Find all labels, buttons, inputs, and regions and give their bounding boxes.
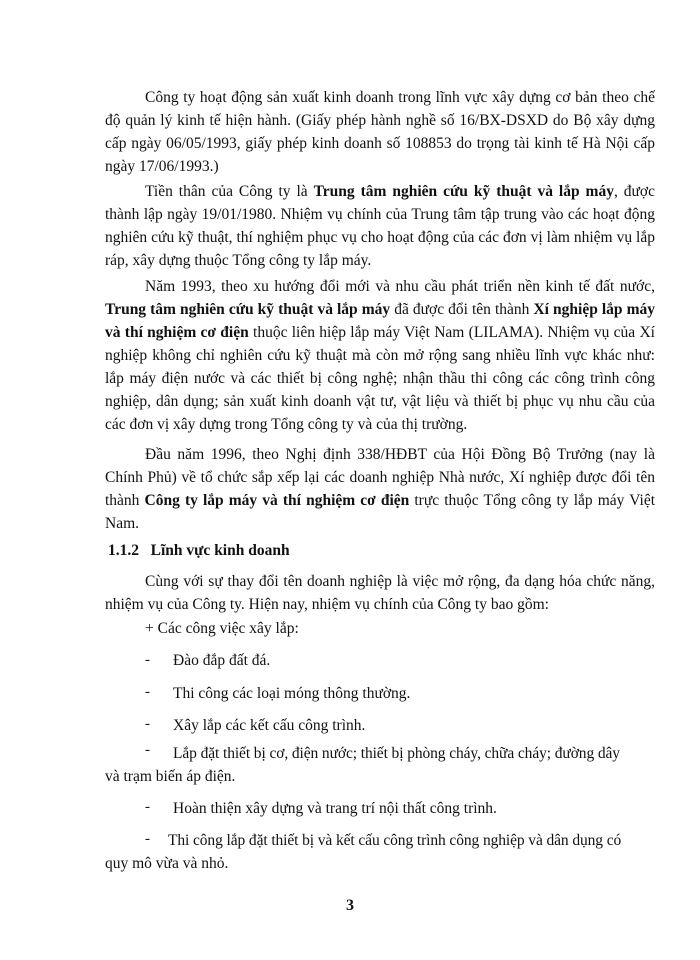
- list-item: Thi công lắp đặt thiết bị và kết cấu công trình công nghiệp và dân dụng có: [168, 832, 622, 849]
- paragraph-intro: Cùng với sự thay đổi tên doanh nghiệp là việc mở rộng, đa dạng hóa chức năng, nhiệm vụ của Công ty. Hiện nay, nhiệm vụ chính của Công ty bao gồm:: [105, 573, 655, 613]
- list-item: Hoàn thiện xây dựng và trang trí nội thất công trình.: [173, 800, 497, 817]
- text-run: Tiền thân của Công ty là: [145, 183, 314, 200]
- bullet-dash: -: [145, 684, 150, 700]
- list-item-continuation: quy mô vừa và nhỏ.: [105, 855, 229, 872]
- bullet-dash: -: [145, 831, 150, 847]
- paragraph-history: [105, 180, 655, 272]
- list-item: Thi công các loại móng thông thường.: [173, 685, 411, 702]
- list-item: Lắp đặt thiết bị cơ, điện nước; thiết bị phòng cháy, chữa cháy; đường dây: [173, 745, 620, 762]
- paragraph-1996: [105, 443, 655, 535]
- bullet-dash: -: [145, 716, 150, 732]
- list-item-continuation: và trạm biến áp điện.: [105, 768, 236, 785]
- section-number: 1.1.2: [108, 542, 139, 559]
- text-run: trực thuộc Tổng công ty lắp máy Việt Nam.: [105, 492, 656, 532]
- text-run: thuộc liên hiệp lắp máy Việt Nam (LILAMA). Nhiệm vụ của Xí nghiệp không chỉ nghiên cứu kỹ thuật mà còn mở rộng sang nhiều lĩnh vực khác như: lắp máy điện nước và các thiết bị công nghệ; nhận thầu thi công các công trình công nghiệp, dân dụng; sản xuất kinh doanh vật tư, vật liệu và thiết bị phục vụ nhu cầu của các đơn vị xây dựng trong Tổng công ty và của thị trường.: [105, 324, 655, 433]
- text-run: Năm 1993, theo xu hướng đổi mới và nhu cầu phát triển nền kinh tế đất nước,: [145, 278, 655, 295]
- list-item: Xây lắp các kết cấu công trình.: [173, 717, 366, 734]
- list-heading: + Các công việc xây lắp:: [145, 620, 299, 637]
- text-run: đã được đổi tên thành: [390, 301, 534, 318]
- bold-run: Công ty lắp máy và thí nghiệm cơ điện: [144, 492, 410, 509]
- list-item: Đào đắp đất đá.: [173, 652, 271, 669]
- page-number: 3: [346, 897, 354, 914]
- bold-run: Trung tâm nghiên cứu kỹ thuật và lắp máy: [313, 183, 614, 200]
- text-run: Đầu năm 1996, theo Nghị định 338/HĐBT của Hội Đồng Bộ Trưởng (nay là Chính Phủ) về tổ chức sắp xếp lại các doanh nghiệp Nhà nước, Xí nghiệp được đổi tên thành: [105, 446, 655, 509]
- bullet-dash: -: [145, 799, 150, 815]
- paragraph-company-activity: Công ty hoạt động sản xuất kinh doanh trong lĩnh vực xây dựng cơ bản theo chế độ quản lý kinh tế hiện hành. (Giấy phép hành nghề số 16/BX-DSXD do Bộ xây dựng cấp ngày 06/05/1993, giấy phép kinh doanh số 108853 do trọng tài kinh tế Hà Nội cấp ngày 17/06/1993.): [105, 89, 655, 175]
- section-heading: [108, 542, 290, 560]
- bullet-dash: -: [145, 652, 150, 668]
- bold-run: Trung tâm nghiên cứu kỹ thuật và lắp máy: [105, 301, 391, 318]
- section-title: Lĩnh vực kinh doanh: [150, 542, 290, 559]
- paragraph-1993: [105, 275, 655, 436]
- bold-run: Xí nghiệp lắp máy và thí nghiệm cơ điện: [105, 301, 655, 341]
- text-run: , được thành lập ngày 19/01/1980. Nhiệm vụ chính của Trung tâm tập trung vào các hoạt động nghiên cứu kỹ thuật, thí nghiệm phục vụ cho hoạt động của các đơn vị làm nhiệm vụ lắp ráp, xây dựng thuộc Tổng công ty lắp máy.: [105, 183, 656, 269]
- bullet-dash: -: [145, 742, 150, 758]
